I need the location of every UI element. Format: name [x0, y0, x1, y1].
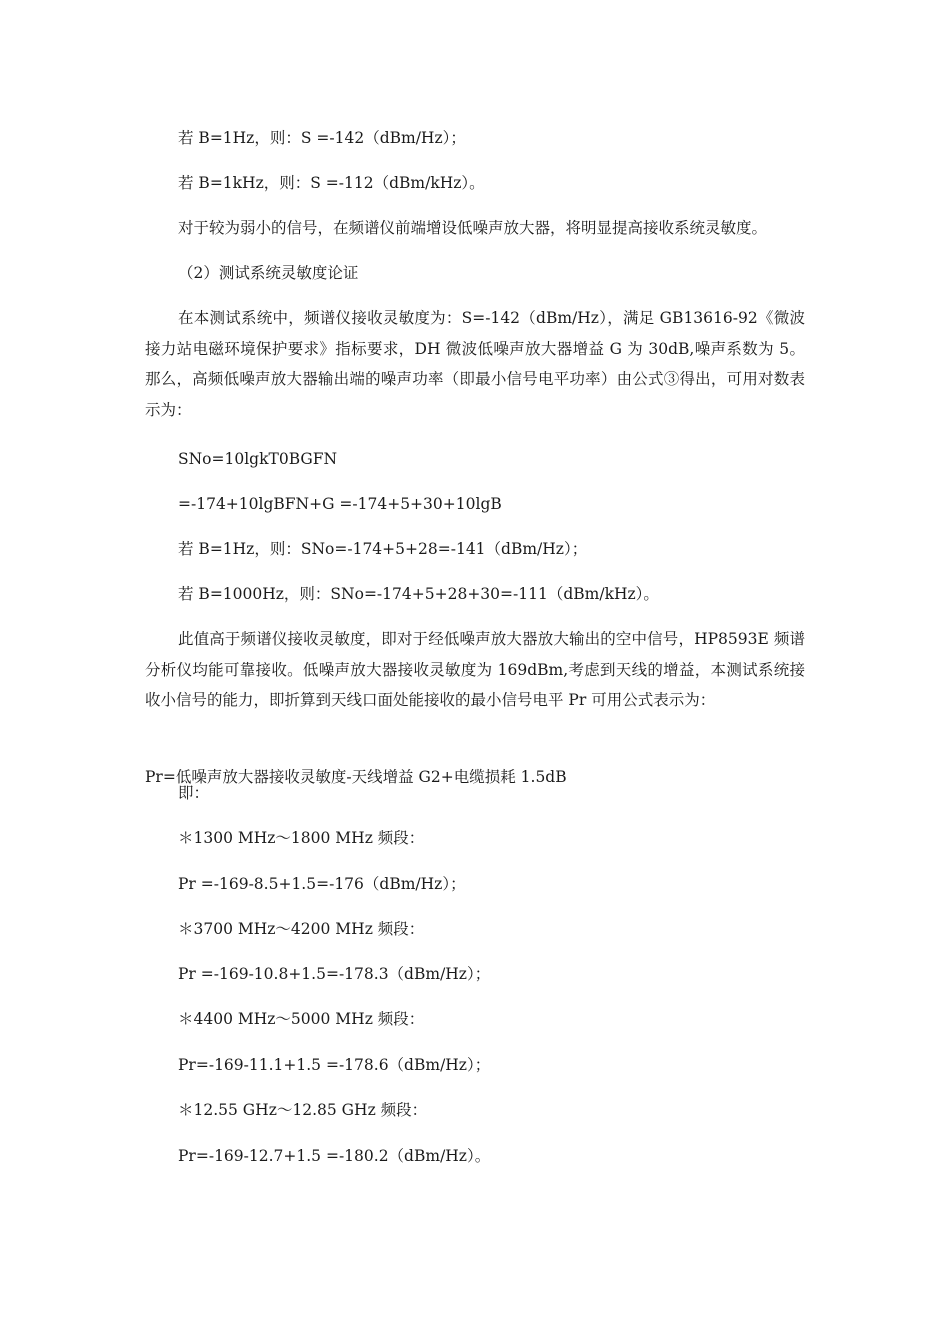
pr-band-4400-5000: Pr=-169-11.1+1.5 =-178.6（dBm/Hz）；	[178, 1056, 491, 1074]
formula-pr: Pr=低噪声放大器接收灵敏度-天线增益 G2+电缆损耗 1.5dB	[145, 768, 567, 786]
band-3700-4200: ＊3700 MHz～4200 MHz 频段：	[178, 920, 425, 938]
sno-line-1hz: 若 B=1Hz，则：SNo=-174+5+28=-141（dBm/Hz）；	[178, 540, 588, 558]
formula-sno-expanded: =-174+10lgBFN+G =-174+5+30+10lgB	[178, 495, 502, 513]
band-12-55-12-85: ＊12.55 GHz～12.85 GHz 频段：	[178, 1101, 428, 1119]
pr-band-1300-1800: Pr =-169-8.5+1.5=-176（dBm/Hz）；	[178, 875, 466, 893]
sensitivity-line-1hz: 若 B=1Hz，则：S =-142（dBm/Hz）；	[178, 129, 466, 147]
pr-band-3700-4200: Pr =-169-10.8+1.5=-178.3（dBm/Hz）；	[178, 965, 491, 983]
test-system-paragraph: 在本测试系统中，频谱仪接收灵敏度为：S=-142（dBm/Hz），满足 GB13616-92《微波接力站电磁环境保护要求》指标要求，DH 微波低噪声放大器增益 G 为 30dB,噪声系数为 5。那么，高频低噪声放大器输出端的噪声功率（即最小信号电平功率）由公式③得出，可用对数表示为：	[145, 309, 805, 419]
band-1300-1800: ＊1300 MHz～1800 MHz 频段：	[178, 829, 425, 847]
analysis-paragraph: 此值高于频谱仪接收灵敏度，即对于经低噪声放大器放大输出的空中信号，HP8593E 频谱分析仪均能可靠接收。低噪声放大器接收灵敏度为 169dBm,考虑到天线的增益，本测试系统接收小信号的能力，即折算到天线口面处能接收的最小信号电平 Pr 可用公式表示为：	[145, 630, 805, 709]
weak-signal-paragraph: 对于较为弱小的信号，在频谱仪前端增设低噪声放大器，将明显提高接收系统灵敏度。	[178, 219, 768, 237]
ji-label: 即：	[178, 784, 210, 802]
section-heading-sensitivity-proof: （2）测试系统灵敏度论证	[178, 264, 359, 282]
sensitivity-line-1khz: 若 B=1kHz，则：S =-112（dBm/kHz）。	[178, 174, 485, 192]
sno-line-1000hz: 若 B=1000Hz，则：SNo=-174+5+28+30=-111（dBm/kHz）。	[178, 585, 659, 603]
pr-band-12-55-12-85: Pr=-169-12.7+1.5 =-180.2（dBm/Hz）。	[178, 1147, 491, 1165]
band-4400-5000: ＊4400 MHz～5000 MHz 频段：	[178, 1010, 425, 1028]
formula-sno: SNo=10lgkT0BGFN	[178, 450, 338, 468]
